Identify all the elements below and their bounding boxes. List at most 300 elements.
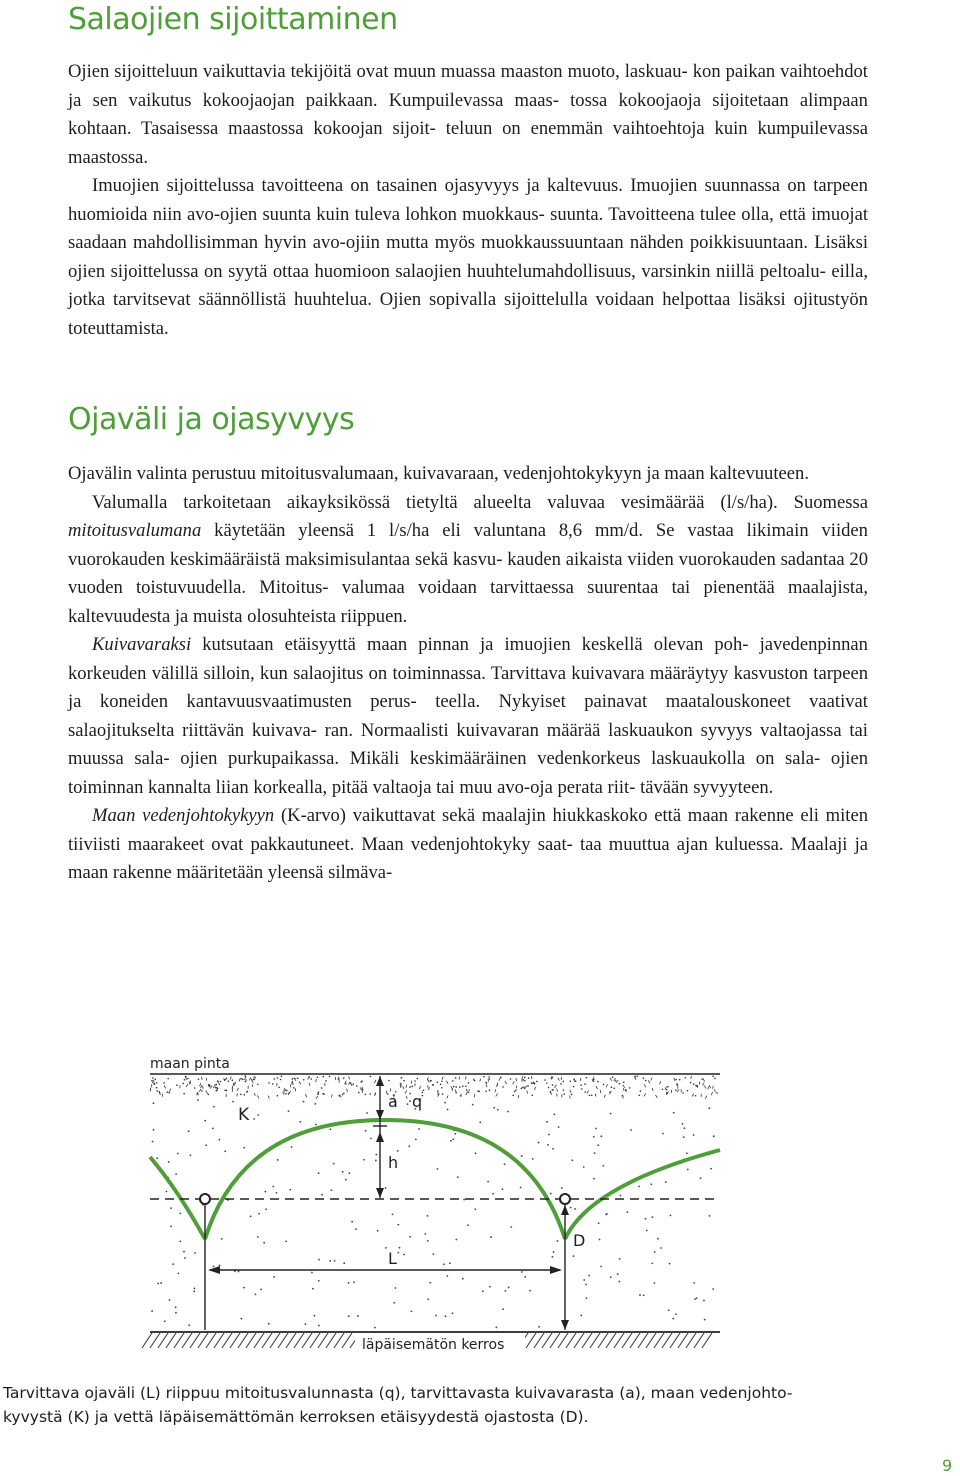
soil-dot	[272, 1186, 274, 1188]
soil-dot	[179, 1212, 181, 1214]
soil-dot	[558, 1126, 560, 1128]
soil-dot	[452, 1312, 454, 1314]
soil-grain	[465, 1086, 467, 1088]
soil-dot	[497, 1109, 499, 1111]
soil-dot	[585, 1284, 587, 1286]
soil-dot	[610, 1113, 612, 1115]
soil-dot	[546, 1121, 548, 1123]
soil-grain	[423, 1090, 425, 1092]
label-D: D	[573, 1231, 586, 1250]
soil-dot	[175, 1306, 177, 1308]
soil-dot	[429, 1282, 431, 1284]
soil-grain	[525, 1086, 527, 1089]
soil-dot	[507, 1111, 509, 1113]
soil-dot	[553, 1251, 555, 1253]
soil-grain	[652, 1088, 653, 1091]
soil-grain	[709, 1085, 710, 1088]
soil-grain	[558, 1078, 560, 1081]
soil-dot	[219, 1139, 221, 1141]
soil-dot	[179, 1240, 181, 1242]
soil-dot	[599, 1239, 601, 1241]
caption-line: Tarvittava ojaväli (L) riippuu mitoitusvalunnasta (q), tarvittavasta kuivavarasta (a), maan vedenjohto-	[3, 1384, 793, 1402]
soil-dot	[571, 1159, 573, 1161]
soil-grain	[505, 1081, 507, 1084]
soil-dot	[683, 1136, 685, 1138]
soil-grain	[446, 1081, 448, 1084]
soil-grain	[293, 1087, 295, 1089]
soil-grain	[468, 1091, 470, 1093]
soil-dot	[668, 1309, 670, 1311]
soil-dot	[385, 1247, 387, 1249]
soil-dot	[363, 1159, 365, 1161]
soil-dot	[257, 1114, 259, 1116]
soil-dot	[305, 1323, 307, 1325]
soil-dot	[153, 1129, 155, 1131]
soil-dot	[330, 1128, 332, 1130]
soil-dot	[409, 1236, 411, 1238]
text-line: valumaa voidaan tarvittaessa suurentaa tai pienentää maalajista, kaltevuudesta ja	[68, 577, 868, 627]
soil-grain	[316, 1079, 317, 1082]
soil-grain	[527, 1091, 528, 1094]
soil-dot	[374, 1327, 376, 1329]
hatch-line	[654, 1333, 664, 1348]
soil-dot	[299, 1121, 301, 1123]
soil-dot	[178, 1272, 180, 1274]
soil-grain	[409, 1093, 411, 1095]
hatch-line	[694, 1333, 704, 1348]
soil-dot	[713, 1135, 715, 1137]
soil-grain	[268, 1096, 269, 1099]
soil-dot	[593, 1178, 595, 1180]
soil-grain	[629, 1087, 631, 1089]
soil-dot	[557, 1240, 559, 1242]
soil-dot	[212, 1128, 214, 1130]
soil-dot	[291, 1146, 293, 1148]
soil-grain	[552, 1089, 554, 1091]
label-h: h	[388, 1153, 399, 1172]
soil-grain	[201, 1090, 203, 1092]
soil-dot	[263, 1242, 265, 1244]
text-line: kutsutaan etäisyyttä maan pinnan ja imuojien keskellä olevan poh-	[202, 634, 749, 655]
soil-dot	[454, 1133, 456, 1135]
soil-grain	[186, 1084, 188, 1087]
soil-dot	[397, 1150, 399, 1152]
soil-dot	[303, 1101, 305, 1103]
soil-dot	[348, 1172, 350, 1174]
hatch-line	[270, 1333, 280, 1348]
soil-grain	[241, 1078, 243, 1080]
hatch-line	[198, 1333, 208, 1348]
soil-dot	[370, 1138, 372, 1140]
soil-dot	[435, 1315, 437, 1317]
soil-grain	[403, 1080, 405, 1082]
soil-grain	[603, 1084, 605, 1086]
soil-dot	[657, 1238, 659, 1240]
soil-dot	[183, 1251, 185, 1253]
soil-dot	[329, 1260, 331, 1262]
impermeable-layer-label: läpäisemätön kerros	[362, 1337, 505, 1353]
soil-grain	[429, 1087, 430, 1090]
soil-grain	[187, 1078, 189, 1080]
soil-grain	[224, 1089, 226, 1091]
soil-dot	[437, 1168, 439, 1170]
soil-dot	[238, 1271, 240, 1273]
soil-grain	[206, 1091, 208, 1094]
soil-dot	[366, 1112, 368, 1114]
text-line: Valumalla tarkoitetaan aikayksikössä tietyltä alueelta valuvaa vesimäärää (l/s/ha).	[92, 491, 778, 513]
soil-dot	[617, 1273, 619, 1275]
soil-grain	[167, 1078, 169, 1080]
soil-grain	[499, 1078, 500, 1081]
soil-grain	[209, 1085, 211, 1087]
arrowhead	[550, 1266, 562, 1274]
soil-grain	[273, 1078, 275, 1080]
soil-grain	[708, 1086, 709, 1089]
soil-grain	[612, 1076, 614, 1078]
soil-grain	[596, 1086, 598, 1089]
hatch-line	[534, 1333, 544, 1348]
hatch-line	[542, 1333, 552, 1348]
soil-grain	[411, 1086, 413, 1088]
soil-dot	[164, 1320, 166, 1322]
section1-body	[68, 58, 868, 343]
soil-grain	[417, 1078, 419, 1080]
soil-grain	[329, 1076, 331, 1078]
soil-dot	[318, 1259, 320, 1261]
soil-grain	[667, 1086, 669, 1088]
soil-grain	[225, 1079, 227, 1081]
soil-grain	[587, 1091, 589, 1094]
soil-dot	[348, 1282, 350, 1284]
soil-dot	[600, 1135, 602, 1137]
soil-grain	[253, 1076, 255, 1078]
soil-grain	[531, 1094, 533, 1096]
soil-dot	[588, 1275, 590, 1277]
soil-grain	[176, 1084, 178, 1086]
soil-dot	[493, 1107, 495, 1109]
soil-grain	[349, 1082, 351, 1085]
hatch-line	[630, 1333, 640, 1348]
soil-grain	[512, 1095, 514, 1097]
soil-grain	[430, 1080, 432, 1082]
text-line: rakenne eli miten tiiviisti maarakeet ovat pakkautuneet. Maan vedenjohtokyky saat-	[68, 805, 868, 855]
text-line: kauden aikaista viiden vuorokauden sadantaa 20 vuoden toistuvuudella. Mitoitus-	[68, 548, 868, 598]
soil-grain	[361, 1088, 362, 1091]
soil-dot	[452, 1138, 454, 1140]
soil-dot	[619, 1258, 621, 1260]
soil-dot	[365, 1130, 367, 1132]
soil-grain	[690, 1082, 692, 1084]
soil-grain	[496, 1093, 498, 1096]
soil-grain	[560, 1083, 562, 1085]
soil-grain	[552, 1084, 554, 1086]
soil-dot	[169, 1299, 171, 1301]
hatch-line	[598, 1333, 608, 1348]
hatch-line	[638, 1333, 648, 1348]
soil-grain	[580, 1084, 582, 1086]
soil-grain	[667, 1091, 668, 1094]
soil-grain	[573, 1086, 575, 1088]
soil-grain	[522, 1076, 523, 1079]
text-line: suunta. Tavoitteena tulee olla, että imuojat saadaan mahdollisimman hyvin avo-ojiin	[68, 203, 868, 253]
soil-grain	[452, 1080, 454, 1082]
soil-dot	[626, 1211, 628, 1213]
soil-grain	[524, 1080, 526, 1082]
soil-dot	[224, 1150, 226, 1152]
soil-grain	[619, 1083, 621, 1085]
soil-grain	[455, 1077, 457, 1079]
soil-dot	[177, 1153, 179, 1155]
soil-grain	[528, 1077, 530, 1079]
soil-grain	[675, 1089, 677, 1091]
soil-dot	[672, 1318, 674, 1320]
soil-dot	[669, 1263, 671, 1265]
soil-grain	[466, 1076, 467, 1079]
soil-dot	[397, 1252, 399, 1254]
soil-dot	[443, 1263, 445, 1265]
soil-grain	[169, 1089, 170, 1092]
soil-grain	[151, 1080, 153, 1082]
soil-dot	[450, 1140, 452, 1142]
soil-dot	[598, 1222, 600, 1224]
soil-grain	[617, 1080, 619, 1082]
soil-grain	[468, 1082, 470, 1084]
soil-grain	[198, 1078, 200, 1080]
term-maan-vedenjohtokyky: Maan vedenjohtokykyyn	[92, 805, 275, 826]
soil-grain	[201, 1077, 202, 1080]
soil-dot	[510, 1226, 512, 1228]
label-K: K	[238, 1105, 250, 1125]
hatch-line	[670, 1333, 680, 1348]
hatch-line	[246, 1333, 256, 1348]
soil-grain	[656, 1095, 658, 1098]
soil-grain	[361, 1080, 363, 1082]
soil-dot	[586, 1297, 588, 1299]
hatch-line	[278, 1333, 288, 1348]
soil-grain	[414, 1080, 416, 1082]
soil-dot	[573, 1255, 575, 1257]
soil-grain	[675, 1079, 677, 1081]
soil-dot	[474, 1208, 476, 1210]
soil-grain	[648, 1080, 650, 1083]
hatch-line	[190, 1333, 200, 1348]
soil-grain	[489, 1078, 491, 1080]
soil-grain	[280, 1079, 282, 1081]
hatch-line	[286, 1333, 296, 1348]
hatch-line	[662, 1333, 672, 1348]
soil-grain	[292, 1078, 294, 1080]
soil-dot	[193, 1290, 195, 1292]
soil-dot	[205, 1144, 207, 1146]
soil-grain	[715, 1089, 716, 1092]
text-line: kuivavara määräytyy kasvuston tarpeen ja koneiden kantavuusvaatimusten perus-	[68, 662, 868, 712]
soil-dot	[311, 1272, 313, 1274]
soil-dot	[348, 1315, 350, 1317]
soil-grain	[521, 1088, 523, 1090]
soil-dot	[462, 1278, 464, 1280]
text-line: vastaa likimain viiden vuorokauden keskimääräistä maksimisulantaa sekä kasvu-	[68, 520, 868, 570]
soil-dot	[403, 1254, 405, 1256]
soil-grain	[437, 1081, 439, 1083]
soil-grain	[486, 1084, 487, 1087]
soil-grain	[277, 1077, 279, 1079]
text-line: on syytä ottaa huomioon salaojien huuhtelumahdollisuus, varsinkin niillä peltoalu-	[203, 260, 826, 282]
soil-grain	[644, 1093, 646, 1096]
soil-grain	[580, 1078, 581, 1081]
soil-dot	[610, 1276, 612, 1278]
soil-grain	[440, 1083, 442, 1085]
soil-dot	[650, 1183, 652, 1185]
hatch-line	[214, 1333, 224, 1348]
soil-grain	[459, 1086, 461, 1088]
soil-grain	[352, 1083, 354, 1085]
soil-dot	[375, 1160, 377, 1162]
soil-grain	[184, 1079, 186, 1081]
soil-grain	[362, 1088, 364, 1090]
soil-dot	[219, 1265, 221, 1267]
soil-dot	[550, 1193, 552, 1195]
text-line: kon paikan vaihtoehdot ja sen vaikutus kokoojaojan paikkaan. Kumpuilevassa maas-	[68, 61, 868, 111]
soil-grain	[331, 1094, 332, 1097]
soil-grain	[604, 1095, 605, 1098]
soil-dot	[487, 1181, 489, 1183]
text-line: kaltevuuteen.	[709, 463, 809, 484]
hatch-line	[582, 1333, 592, 1348]
soil-dot	[250, 1215, 252, 1217]
soil-grain	[428, 1080, 430, 1083]
hatch-line	[206, 1333, 216, 1348]
soil-grain	[386, 1091, 387, 1094]
soil-grain	[356, 1085, 358, 1087]
soil-dot	[538, 1326, 540, 1328]
hatch-line	[142, 1333, 152, 1348]
soil-grain	[570, 1096, 571, 1099]
soil-dot	[424, 1233, 426, 1235]
soil-dot	[693, 1134, 695, 1136]
soil-dot	[194, 1252, 196, 1254]
soil-grain	[245, 1081, 247, 1083]
soil-grain	[239, 1078, 240, 1081]
soil-grain	[701, 1078, 703, 1080]
soil-dot	[490, 1236, 492, 1238]
soil-grain	[636, 1075, 638, 1077]
soil-grain	[308, 1076, 309, 1079]
arrowhead	[376, 1076, 384, 1086]
soil-dot	[277, 1159, 279, 1161]
soil-grain	[281, 1075, 283, 1077]
soil-dot	[687, 1169, 689, 1171]
soil-grain	[257, 1084, 259, 1086]
label-L: L	[388, 1249, 397, 1268]
hatch-line	[558, 1333, 568, 1348]
soil-dot	[260, 1289, 262, 1291]
drain-pipe-right	[560, 1194, 570, 1204]
soil-grain	[374, 1080, 376, 1083]
soil-dot	[449, 1262, 451, 1264]
soil-dot	[312, 1288, 314, 1290]
hatch-line	[158, 1333, 168, 1348]
soil-grain	[215, 1087, 217, 1089]
soil-dot	[643, 1294, 645, 1296]
term-mitoitusvaluma: mitoitusvalumana	[68, 520, 202, 541]
soil-grain	[522, 1087, 524, 1089]
soil-grain	[299, 1081, 301, 1084]
soil-grain	[278, 1087, 280, 1089]
soil-grain	[527, 1085, 529, 1087]
soil-grain	[651, 1078, 652, 1081]
soil-grain	[156, 1082, 158, 1084]
hatch-line	[606, 1333, 616, 1348]
water-table-curve-right	[565, 1150, 720, 1239]
soil-grain	[199, 1089, 200, 1092]
soil-dot	[520, 1187, 522, 1189]
soil-dot	[357, 1315, 359, 1317]
soil-grain	[466, 1092, 467, 1095]
text-line: taa muuttua ajan kuluessa. Maalaji ja maan rakenne määritetään yleensä silmäva-	[68, 833, 868, 883]
soil-dot	[418, 1128, 420, 1130]
hatch-line	[302, 1333, 312, 1348]
soil-grain	[294, 1078, 296, 1080]
soil-dot	[504, 1290, 506, 1292]
soil-dot	[547, 1144, 549, 1146]
soil-grain	[237, 1088, 239, 1091]
soil-grain	[198, 1092, 199, 1095]
text-line: ran. Normaalisti kuivavaran määrää laskuaukon syvyys valtaojassa tai muussa sala-	[68, 719, 868, 769]
hatch-line	[686, 1333, 696, 1348]
soil-dot	[662, 1133, 664, 1135]
soil-grain	[516, 1078, 517, 1081]
soil-dot	[654, 1251, 656, 1253]
text-line: teluun on enemmän vaihtoehtoja kuin kumpuilevassa maastossa.	[68, 118, 868, 168]
hatch-line	[622, 1333, 632, 1348]
hatch-line	[614, 1333, 624, 1348]
soil-grain	[159, 1091, 161, 1093]
soil-grain	[659, 1081, 660, 1084]
soil-dot	[168, 1161, 170, 1163]
soil-grain	[513, 1081, 515, 1084]
soil-grain	[164, 1085, 166, 1088]
soil-dot	[630, 1129, 632, 1131]
soil-dot	[524, 1276, 526, 1278]
soil-grain	[406, 1085, 407, 1088]
soil-grain	[483, 1076, 485, 1078]
soil-grain	[699, 1082, 700, 1085]
soil-dot	[184, 1257, 186, 1259]
soil-dot	[502, 1308, 504, 1310]
soil-grain	[183, 1093, 185, 1095]
soil-dot	[375, 1154, 377, 1156]
section-heading-salaojien-sijoittaminen: Salaojien sijoittaminen	[68, 2, 398, 37]
soil-grain	[584, 1091, 586, 1093]
soil-grain	[305, 1094, 307, 1097]
soil-dot	[594, 1152, 596, 1154]
hatch-line	[342, 1333, 352, 1348]
soil-grain	[277, 1095, 279, 1097]
soil-dot	[665, 1181, 667, 1183]
soil-grain	[623, 1095, 624, 1098]
soil-grain	[292, 1083, 294, 1085]
hatch-line	[574, 1333, 584, 1348]
soil-dot	[288, 1110, 290, 1112]
soil-grain	[155, 1079, 157, 1081]
soil-dot	[580, 1315, 582, 1317]
soil-grain	[581, 1088, 583, 1090]
soil-dot	[521, 1155, 523, 1157]
soil-dot	[409, 1100, 411, 1102]
soil-dot	[213, 1106, 215, 1108]
soil-grain	[228, 1080, 230, 1082]
soil-dot	[355, 1228, 357, 1230]
